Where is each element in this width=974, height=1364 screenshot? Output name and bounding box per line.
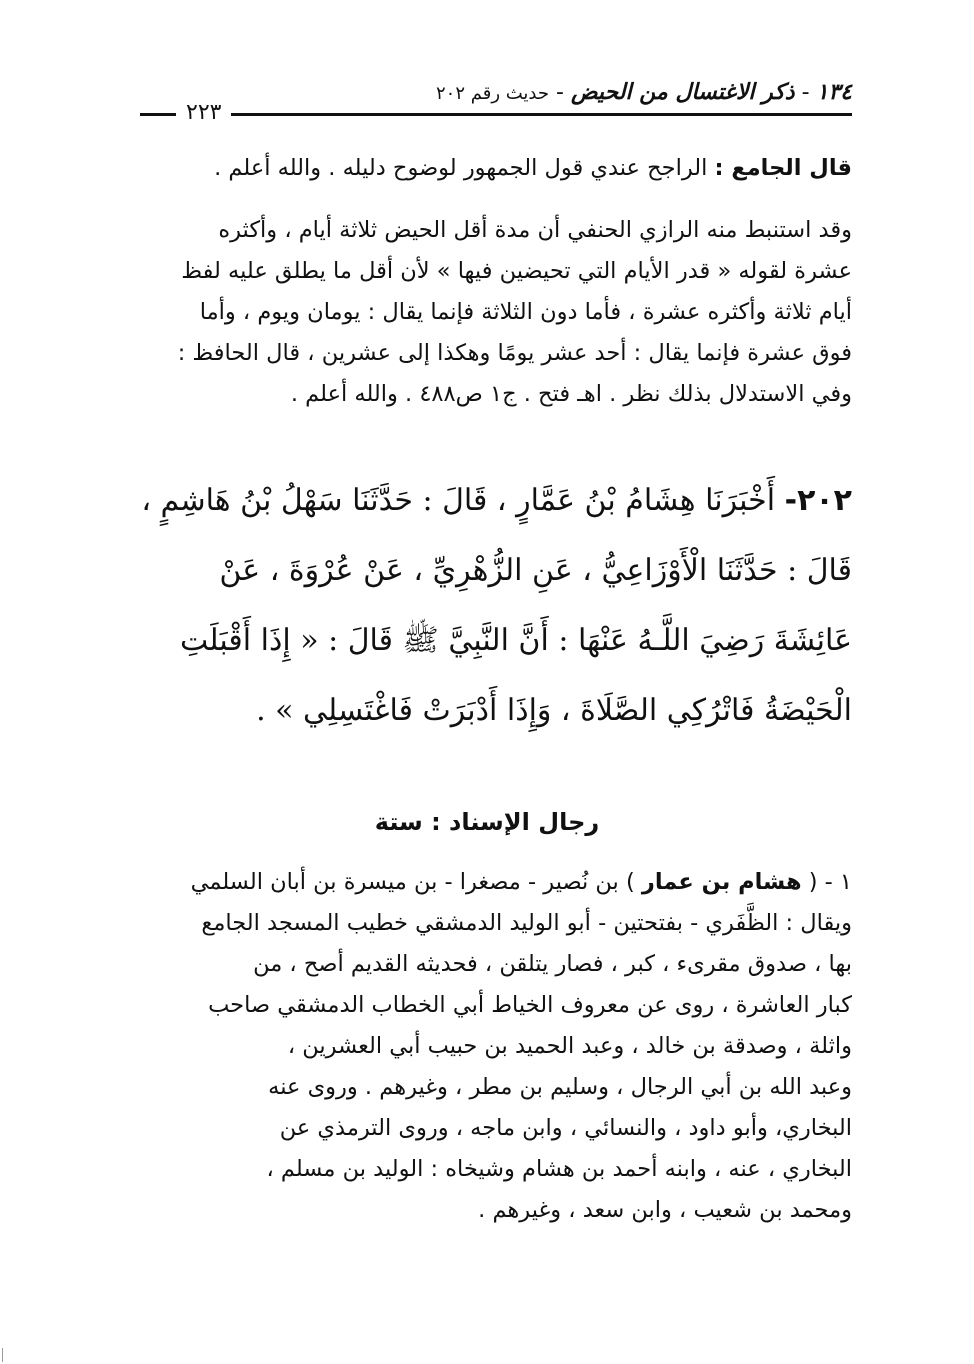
- paragraph-line: وقد استنبط منه الرازي الحنفي أن مدة أقل الحيض ثلاثة أيام ، وأكثره: [218, 217, 852, 243]
- hadith-line: عَائِشَةَ رَضِيَ اللَّـهُ عَنْهَا : أَنَّ النَّبِيَّ ﷺ قَالَ : « إِذَا أَقْبَلَتِ: [179, 623, 852, 658]
- section-heading: رجال الإسناد : ستة: [374, 808, 600, 836]
- paragraph-line: أيام ثلاثة وأكثره عشرة ، فأما دون الثلاثة فإنما يقال : يومان ويوم ، وأما: [199, 299, 852, 325]
- page-number: ٢٢٣: [176, 100, 231, 125]
- narrator-line: كبار العاشرة ، روى عن معروف الخياط أبي الخطاب الدمشقي صاحب: [208, 992, 852, 1018]
- narrator-line: واثلة ، وصدقة بن خالد ، وعبد الحميد بن حبيب أبي العشرين ،: [287, 1033, 852, 1059]
- hadith-line: الْحَيْضَةُ فَاتْرُكِي الصَّلَاةَ ، وَإِذَا أَدْبَرَتْ فَاغْتَسِلِي » .: [256, 693, 852, 728]
- hadith-line: قَالَ : حَدَّثَنَا الْأَوْزَاعِيُّ ، عَنِ الزُّهْرِيِّ ، عَنْ عُرْوَةَ ، عَنْ: [219, 553, 852, 588]
- narrator-line: البخاري ، عنه ، وابنه أحمد بن هشام وشيخاه : الوليد بن مسلم ،: [266, 1156, 852, 1182]
- hadith-number: ٢٠٢-: [784, 483, 852, 518]
- page-header: [140, 80, 852, 124]
- narrator-line: ويقال : الظَّفَري - بفتحتين - أبو الوليد الدمشقي خطيب المسجد الجامع: [201, 910, 852, 936]
- paragraph-line: عشرة لقوله « قدر الأيام التي تحيضين فيها » لأن أقل ما يطلق عليه لفظ: [181, 258, 852, 284]
- comment-text: الراجح عندي قول الجمهور لوضوح دليله . والله أعلم .: [214, 155, 708, 181]
- hadith-text: [140, 466, 852, 746]
- paragraph-line: فوق عشرة فإنما يقال : أحد عشر يومًا وهكذا إلى عشرين ، قال الحافظ :: [177, 340, 852, 366]
- narrator-name: هشام بن عمار: [641, 869, 802, 895]
- narrator-line: بها ، صدوق مقرىء ، كبر ، فصار يتلقن ، فحديثه القديم أصح ، من: [253, 951, 852, 977]
- running-title: ١٣٤ - ذكر الاغتسال من الحيض - حديث رقم ٢٠٢: [436, 80, 852, 105]
- razi-paragraph: [140, 210, 852, 415]
- header-rule: [140, 113, 852, 116]
- hadith-line: أَخْبَرَنَا هِشَامُ بْنُ عَمَّارٍ ، قَالَ : حَدَّثَنَا سَهْلُ بْنُ هَاشِمٍ ،: [141, 483, 776, 518]
- narrator-line: البخاري، وأبو داود ، والنسائي ، وابن ماجه ، وروى الترمذي عن: [279, 1115, 852, 1141]
- chapter-title: ذكر الاغتسال من الحيض: [570, 80, 795, 105]
- hadith-reference: حديث رقم ٢٠٢: [436, 83, 550, 104]
- narrator-line: وعبد الله بن أبي الرجال ، وسليم بن مطر ، وغيرهم . وروى عنه: [268, 1074, 852, 1100]
- comment-label: قال الجامع :: [714, 155, 852, 181]
- narrator-number: ١ - (: [808, 869, 852, 895]
- paragraph-line: وفي الاستدلال بذلك نظر . اهـ فتح . ج١ ص٤٨٨ . والله أعلم .: [290, 381, 852, 407]
- jami-comment: [140, 148, 852, 189]
- narrators-paragraph: [140, 862, 852, 1231]
- narrator-line: ومحمد بن شعيب ، وابن سعد ، وغيرهم .: [478, 1197, 852, 1223]
- chapter-number: ١٣٤: [816, 80, 852, 105]
- narrator-line: ) بن نُصير - مصغرا - بن ميسرة بن أبان السلمي: [190, 869, 635, 895]
- scan-edge-mark: [2, 1348, 3, 1362]
